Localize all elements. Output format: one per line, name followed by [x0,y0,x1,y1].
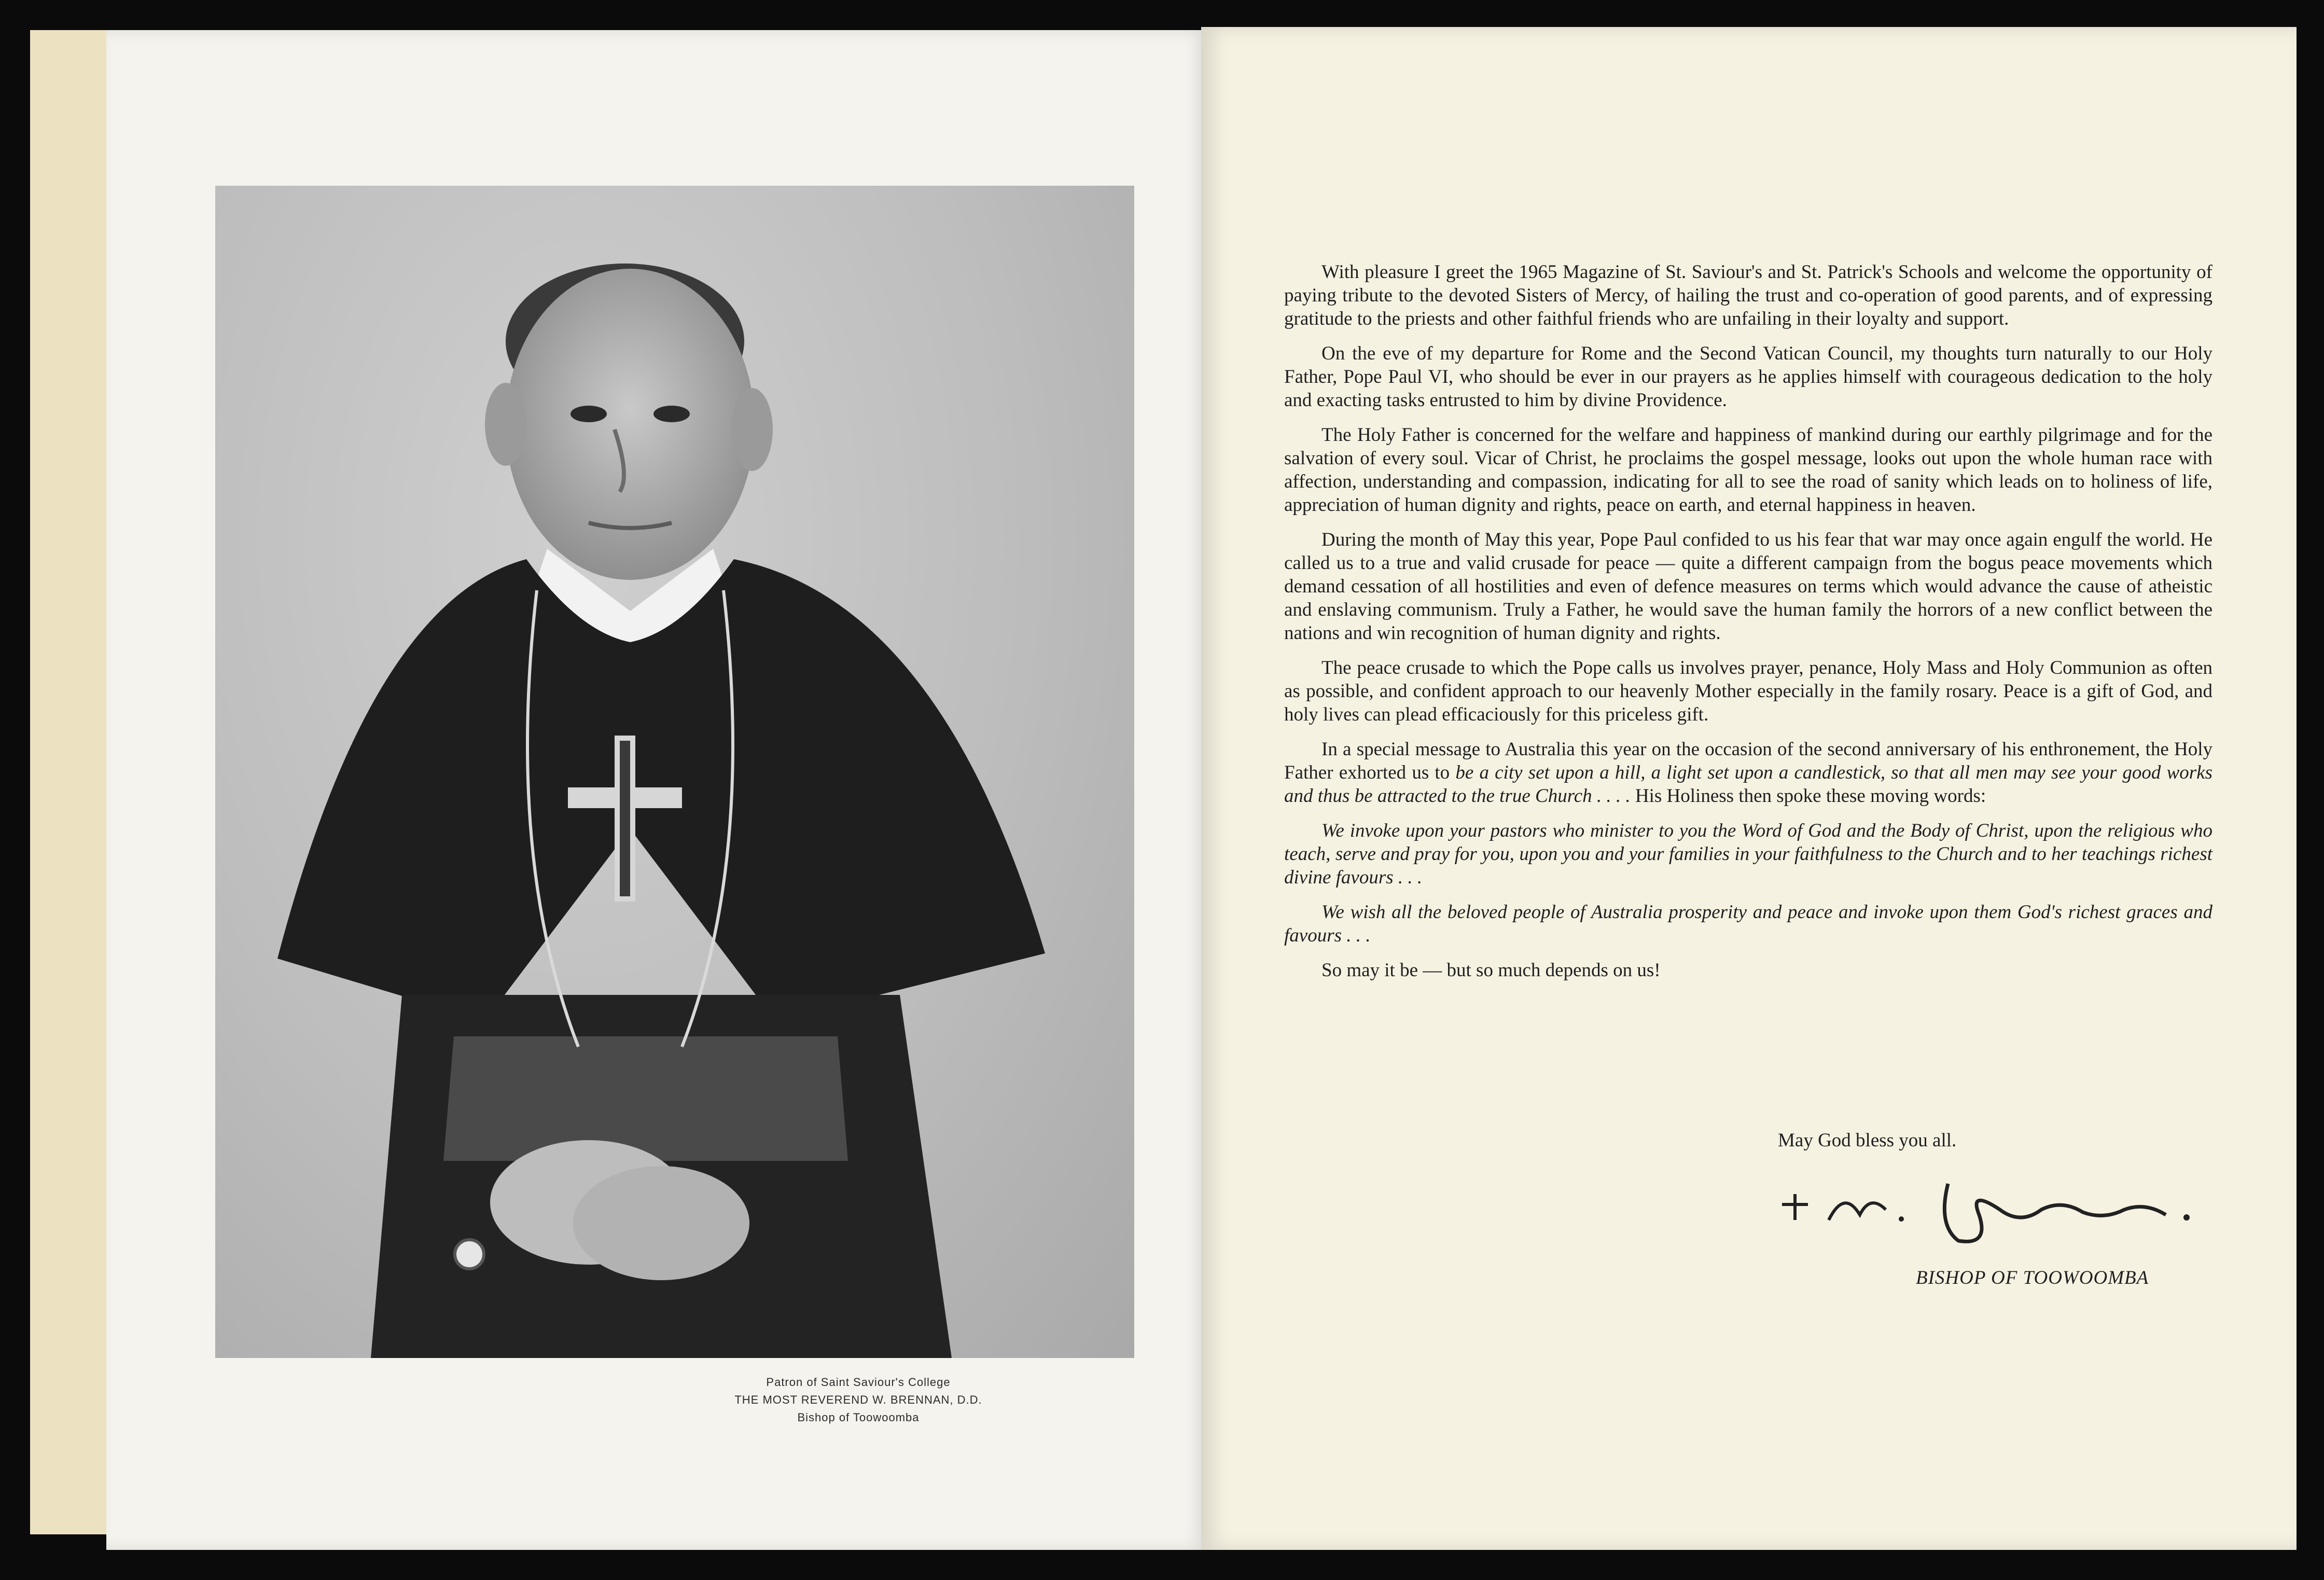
right-page [1201,27,2297,1550]
letter-body [1284,260,2212,993]
caption-line-1: Patron of Saint Saviour's College [766,1376,951,1389]
quote-1: We invoke upon your pastors who minister to you the Word of God and the Body of Christ, upon the religious who teach, serve and pray for you, upon you and your families in your faithfulness to the Church and to her teachings richest divine favours . . . [1284,820,2212,888]
bishop-portrait-illustration [215,186,1134,1358]
paragraph-5: The peace crusade to which the Pope calls us involves prayer, penance, Holy Mass and Holy Communion as often as possible, and confident approach to our heavenly Mother especially in the family rosary. Peace is a gift of God, and holy lives can plead efficaciously for this priceless gift. [1284,657,2212,725]
paragraph-4: During the month of May this year, Pope Paul confided to us his fear that war may once again engulf the world. He called us to a true and valid crusade for peace — quite a different campaign from the bogus peace movements which demand cessation of all hostilities and even of defence measures on terms which would advance the cause of atheistic and enslaving communism. Truly a Father, he would save the human family the horrors of a new conflict between the nations and win recognition of human dignity and rights. [1284,529,2212,644]
paragraph-1: With pleasure I greet the 1965 Magazine of St. Saviour's and St. Patrick's Schools and welcome the opportunity of paying tribute to the devoted Sisters of Mercy, of hailing the trust and co-operation of good parents, and of expressing gratitude to the priests and other faithful friends who are unfailing in their loyalty and support. [1284,261,2212,329]
final-paragraph: So may it be — but so much depends on us! [1321,960,1661,981]
quote-2: We wish all the beloved people of Australia prosperity and peace and invoke upon them God's richest graces and favours . . . [1284,902,2212,946]
photo-caption [625,1374,1092,1426]
special-message-lead: In a special message to Australia this year on the occasion of the second anniversary of his enthronement, the Holy Father exhorted us to [1284,739,2212,783]
show-through-text [1512,151,2238,255]
handwritten-signature [1772,1168,2207,1256]
special-message-tail: His Holiness then spoke these moving words: [1630,785,1986,807]
caption-line-2: THE MOST REVEREND W. BRENNAN, D.D. [734,1393,982,1406]
portrait-photo [215,186,1134,1358]
left-page [106,30,1205,1550]
special-message-paragraph [1284,738,2212,808]
closing-blessing: May God bless you all. [1778,1130,1957,1151]
paragraph-2: On the eve of my departure for Rome and the Second Vatican Council, my thoughts turn naturally to our Holy Father, Pope Paul VI, who should be ever in our prayers as he applies himself with courageous dedication to the holy and exacting tasks entrusted to him by divine Providence. [1284,343,2212,411]
bishop-signoff: BISHOP OF TOOWOOMBA [1916,1267,2149,1288]
special-message-italic: be a city set upon a hill, a light set upon a candlestick, so that all men may see your good works and thus be attracted to the true Church . . . . [1284,762,2212,807]
paragraph-3: The Holy Father is concerned for the welfare and happiness of mankind during our earthly pilgrimage and for the salvation of every soul. Vicar of Christ, he proclaims the gospel message, looks out upon the whole human race with affection, understanding and compassion, indicating for all to see the road of sanity which leads on to holiness of life, appreciation of human dignity and rights, peace on earth, and eternal happiness in heaven. [1284,424,2212,516]
caption-line-3: Bishop of Toowoomba [797,1411,920,1424]
